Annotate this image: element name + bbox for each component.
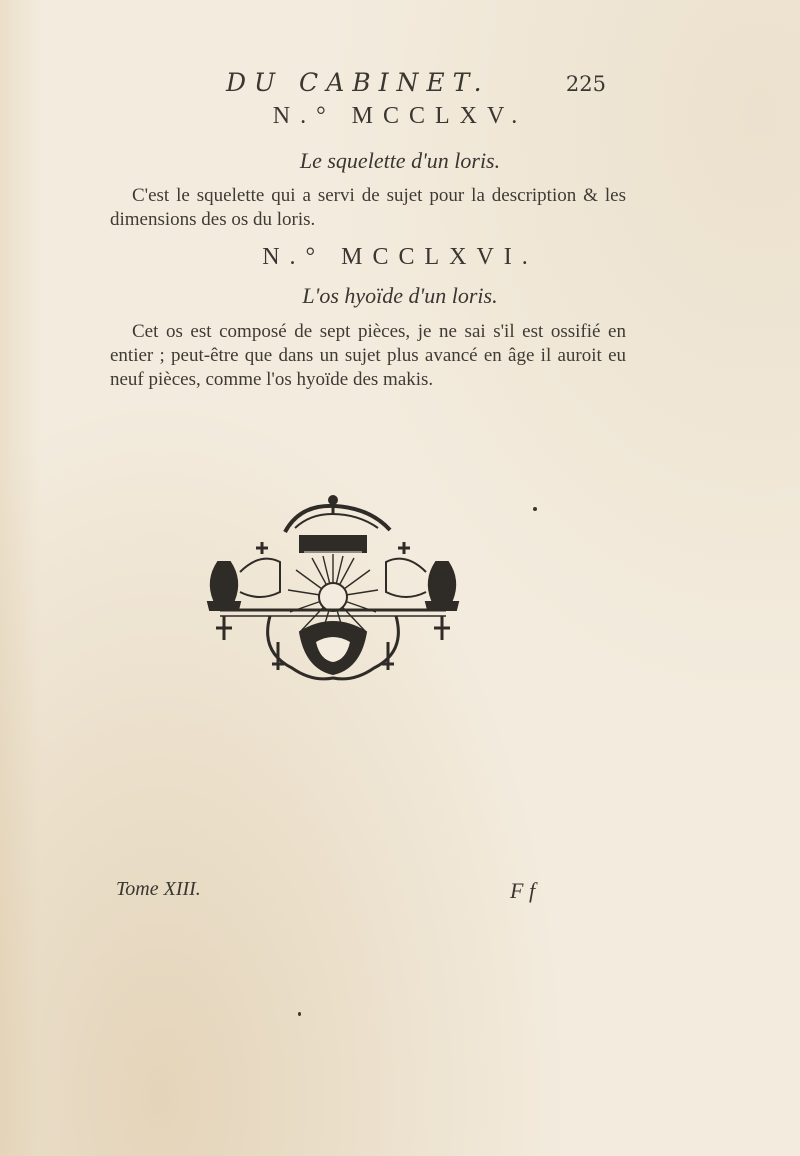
ornament-vignette-icon bbox=[200, 492, 465, 692]
entry-text-1: C'est le squelette qui a servi de sujet pour la description & les dimensions des os du loris. bbox=[110, 185, 626, 230]
signature-mark: F f bbox=[510, 878, 536, 903]
entry-title-1: Le squelette d'un loris. bbox=[299, 148, 501, 173]
running-head bbox=[226, 68, 606, 102]
entry-title-2: L'os hyoïde d'un loris. bbox=[302, 283, 498, 308]
entry-number-1: N.° MCCLXV. bbox=[272, 103, 528, 129]
volume-label: Tome XIII. bbox=[116, 878, 201, 900]
ink-speck bbox=[298, 1012, 301, 1016]
entry-number-2: N.° MCCLXVI. bbox=[262, 244, 538, 270]
running-head-title: DU CABINET. bbox=[226, 68, 490, 97]
page-number: 225 bbox=[565, 72, 606, 96]
ink-speck bbox=[533, 507, 537, 511]
entry-text-2: Cet os est composé de sept pièces, je ne sai s'il est ossifié en entier ; peut-être que dans un sujet plus avancé en âge il auroit eu neuf pièces, comme l'os hyoïde des makis. bbox=[110, 321, 626, 390]
